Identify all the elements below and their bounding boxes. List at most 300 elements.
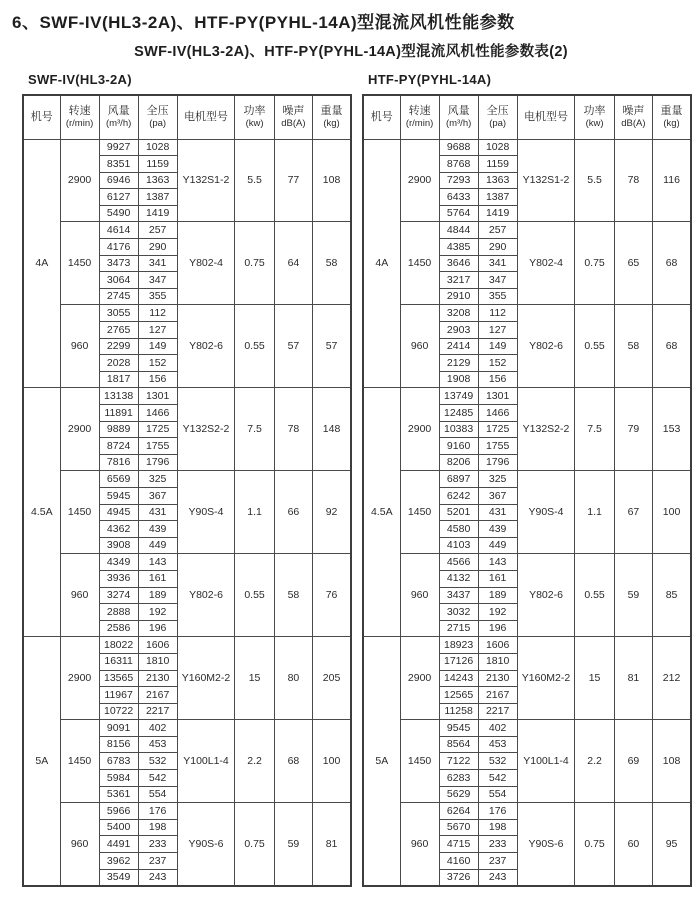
power-cell: 0.75 — [575, 803, 614, 886]
tables-row — [10, 63, 692, 887]
motor-model-cell: Y802-6 — [177, 554, 235, 637]
header-row — [363, 95, 691, 139]
pressure-cell: 402 — [138, 720, 177, 737]
motor-model-cell: Y90S-6 — [177, 803, 235, 886]
speed-cell: 960 — [400, 554, 439, 637]
col-header-motor: 电机型号 — [517, 95, 575, 139]
airflow-cell: 2414 — [439, 338, 478, 355]
speed-cell: 2900 — [400, 139, 439, 222]
pressure-cell: 237 — [138, 853, 177, 870]
pressure-cell: 2167 — [138, 687, 177, 704]
pressure-cell: 233 — [138, 836, 177, 853]
pressure-cell: 554 — [478, 786, 517, 803]
airflow-cell: 8156 — [99, 736, 138, 753]
col-header-weight: 重量 (kg) — [653, 95, 691, 139]
pressure-cell: 1028 — [138, 139, 177, 156]
pressure-cell: 112 — [478, 305, 517, 322]
col-header-airflow: 风量 (m³/h) — [99, 95, 138, 139]
weight-cell: 100 — [653, 471, 691, 554]
table-row — [23, 222, 351, 239]
speed-cell: 960 — [60, 305, 99, 388]
speed-cell: 2900 — [60, 139, 99, 222]
weight-cell: 58 — [313, 222, 351, 305]
pressure-cell: 1419 — [138, 205, 177, 222]
airflow-cell: 5670 — [439, 819, 478, 836]
airflow-cell: 5966 — [99, 803, 138, 820]
power-cell: 0.55 — [575, 305, 614, 388]
machine-no-cell: 5A — [23, 637, 60, 886]
airflow-cell: 2765 — [99, 322, 138, 339]
noise-cell: 58 — [614, 305, 652, 388]
airflow-cell: 18022 — [99, 637, 138, 654]
speed-cell: 1450 — [400, 471, 439, 554]
airflow-cell: 5400 — [99, 819, 138, 836]
machine-no-cell: 4.5A — [363, 388, 400, 637]
airflow-cell: 6569 — [99, 471, 138, 488]
airflow-cell: 1908 — [439, 371, 478, 388]
airflow-cell: 9545 — [439, 720, 478, 737]
noise-cell: 59 — [614, 554, 652, 637]
pressure-cell: 233 — [478, 836, 517, 853]
pressure-cell: 243 — [478, 869, 517, 886]
power-cell: 0.75 — [235, 803, 274, 886]
pressure-cell: 243 — [138, 869, 177, 886]
noise-cell: 59 — [274, 803, 312, 886]
pressure-cell: 127 — [138, 322, 177, 339]
airflow-cell: 3962 — [99, 853, 138, 870]
power-cell: 15 — [235, 637, 274, 720]
airflow-cell: 4132 — [439, 570, 478, 587]
airflow-cell: 7816 — [99, 454, 138, 471]
power-cell: 5.5 — [575, 139, 614, 222]
pressure-cell: 198 — [478, 819, 517, 836]
airflow-cell: 2586 — [99, 620, 138, 637]
pressure-cell: 1363 — [138, 172, 177, 189]
table-row — [23, 471, 351, 488]
pressure-cell: 257 — [138, 222, 177, 239]
machine-no-cell: 5A — [363, 637, 400, 886]
speed-cell: 1450 — [400, 720, 439, 803]
weight-cell: 108 — [313, 139, 351, 222]
machine-no-cell: 4A — [363, 139, 400, 388]
airflow-cell: 3549 — [99, 869, 138, 886]
pressure-cell: 355 — [138, 288, 177, 305]
airflow-cell: 3274 — [99, 587, 138, 604]
pressure-cell: 367 — [478, 487, 517, 504]
table-row — [23, 305, 351, 322]
airflow-cell: 6242 — [439, 487, 478, 504]
pressure-cell: 1725 — [138, 421, 177, 438]
airflow-cell: 4362 — [99, 521, 138, 538]
power-cell: 0.55 — [575, 554, 614, 637]
pressure-cell: 1755 — [138, 438, 177, 455]
airflow-cell: 9688 — [439, 139, 478, 156]
pressure-cell: 176 — [478, 803, 517, 820]
table-row — [363, 803, 691, 820]
machine-no-cell: 4A — [23, 139, 60, 388]
pressure-cell: 367 — [138, 487, 177, 504]
noise-cell: 66 — [274, 471, 312, 554]
noise-cell: 58 — [274, 554, 312, 637]
noise-cell: 68 — [274, 720, 312, 803]
fan-performance-table-swf — [22, 94, 352, 887]
power-cell: 2.2 — [235, 720, 274, 803]
power-cell: 1.1 — [575, 471, 614, 554]
pressure-cell: 1755 — [478, 438, 517, 455]
power-cell: 15 — [575, 637, 614, 720]
col-header-noise: 噪声 dB(A) — [274, 95, 312, 139]
pressure-cell: 1796 — [138, 454, 177, 471]
airflow-cell: 14243 — [439, 670, 478, 687]
speed-cell: 2900 — [400, 637, 439, 720]
airflow-cell: 2910 — [439, 288, 478, 305]
table-row — [23, 139, 351, 156]
weight-cell: 212 — [653, 637, 691, 720]
speed-cell: 2900 — [60, 388, 99, 471]
weight-cell: 68 — [653, 222, 691, 305]
motor-model-cell: Y90S-4 — [177, 471, 235, 554]
airflow-cell: 9091 — [99, 720, 138, 737]
pressure-cell: 1159 — [478, 156, 517, 173]
airflow-cell: 9889 — [99, 421, 138, 438]
airflow-cell: 5764 — [439, 205, 478, 222]
pressure-cell: 1725 — [478, 421, 517, 438]
pressure-cell: 1466 — [478, 405, 517, 422]
power-cell: 0.55 — [235, 305, 274, 388]
airflow-cell: 18923 — [439, 637, 478, 654]
weight-cell: 100 — [313, 720, 351, 803]
speed-cell: 1450 — [400, 222, 439, 305]
speed-cell: 960 — [400, 803, 439, 886]
noise-cell: 65 — [614, 222, 652, 305]
pressure-cell: 1387 — [138, 189, 177, 206]
pressure-cell: 347 — [478, 272, 517, 289]
airflow-cell: 3908 — [99, 537, 138, 554]
airflow-cell: 11891 — [99, 405, 138, 422]
airflow-cell: 3936 — [99, 570, 138, 587]
airflow-cell: 2299 — [99, 338, 138, 355]
motor-model-cell: Y802-4 — [517, 222, 575, 305]
power-cell: 0.55 — [235, 554, 274, 637]
pressure-cell: 2217 — [478, 703, 517, 720]
weight-cell: 205 — [313, 637, 351, 720]
airflow-cell: 5629 — [439, 786, 478, 803]
table-row — [363, 554, 691, 571]
pressure-cell: 1466 — [138, 405, 177, 422]
power-cell: 0.75 — [575, 222, 614, 305]
airflow-cell: 12565 — [439, 687, 478, 704]
pressure-cell: 196 — [138, 620, 177, 637]
airflow-cell: 10722 — [99, 703, 138, 720]
airflow-cell: 4580 — [439, 521, 478, 538]
airflow-cell: 2028 — [99, 355, 138, 372]
airflow-cell: 11967 — [99, 687, 138, 704]
pressure-cell: 431 — [138, 504, 177, 521]
col-header-machine: 机号 — [23, 95, 60, 139]
col-header-power: 功率 (kw) — [235, 95, 274, 139]
pressure-cell: 453 — [478, 736, 517, 753]
airflow-cell: 1817 — [99, 371, 138, 388]
weight-cell: 85 — [653, 554, 691, 637]
weight-cell: 92 — [313, 471, 351, 554]
airflow-cell: 8564 — [439, 736, 478, 753]
power-cell: 7.5 — [575, 388, 614, 471]
weight-cell: 153 — [653, 388, 691, 471]
airflow-cell: 5945 — [99, 487, 138, 504]
col-header-motor: 电机型号 — [177, 95, 235, 139]
airflow-cell: 2903 — [439, 322, 478, 339]
airflow-cell: 6264 — [439, 803, 478, 820]
airflow-cell: 5361 — [99, 786, 138, 803]
pressure-cell: 127 — [478, 322, 517, 339]
pressure-cell: 449 — [138, 537, 177, 554]
table-row — [23, 803, 351, 820]
pressure-cell: 449 — [478, 537, 517, 554]
airflow-cell: 3032 — [439, 604, 478, 621]
airflow-cell: 11258 — [439, 703, 478, 720]
airflow-cell: 7293 — [439, 172, 478, 189]
airflow-cell: 4176 — [99, 239, 138, 256]
airflow-cell: 3437 — [439, 587, 478, 604]
pressure-cell: 152 — [478, 355, 517, 372]
pressure-cell: 192 — [138, 604, 177, 621]
col-header-airflow: 风量 (m³/h) — [439, 95, 478, 139]
airflow-cell: 3208 — [439, 305, 478, 322]
pressure-cell: 341 — [138, 255, 177, 272]
airflow-cell: 2745 — [99, 288, 138, 305]
motor-model-cell: Y100L1-4 — [177, 720, 235, 803]
noise-cell: 67 — [614, 471, 652, 554]
table-row — [23, 388, 351, 405]
pressure-cell: 196 — [478, 620, 517, 637]
table-row — [363, 471, 691, 488]
airflow-cell: 7122 — [439, 753, 478, 770]
header-row — [23, 95, 351, 139]
airflow-cell: 3726 — [439, 869, 478, 886]
speed-cell: 1450 — [60, 471, 99, 554]
airflow-cell: 8351 — [99, 156, 138, 173]
pressure-cell: 192 — [478, 604, 517, 621]
weight-cell: 108 — [653, 720, 691, 803]
pressure-cell: 149 — [478, 338, 517, 355]
noise-cell: 77 — [274, 139, 312, 222]
table-row — [363, 637, 691, 654]
pressure-cell: 152 — [138, 355, 177, 372]
speed-cell: 1450 — [60, 720, 99, 803]
weight-cell: 57 — [313, 305, 351, 388]
weight-cell: 116 — [653, 139, 691, 222]
pressure-cell: 542 — [478, 770, 517, 787]
motor-model-cell: Y90S-4 — [517, 471, 575, 554]
noise-cell: 57 — [274, 305, 312, 388]
col-header-machine: 机号 — [363, 95, 400, 139]
airflow-cell: 10383 — [439, 421, 478, 438]
airflow-cell: 3646 — [439, 255, 478, 272]
pressure-cell: 1796 — [478, 454, 517, 471]
airflow-cell: 6127 — [99, 189, 138, 206]
pressure-cell: 431 — [478, 504, 517, 521]
airflow-cell: 2129 — [439, 355, 478, 372]
motor-model-cell: Y802-4 — [177, 222, 235, 305]
motor-model-cell: Y132S2-2 — [177, 388, 235, 471]
airflow-cell: 4491 — [99, 836, 138, 853]
airflow-cell: 4385 — [439, 239, 478, 256]
pressure-cell: 143 — [138, 554, 177, 571]
pressure-cell: 1363 — [478, 172, 517, 189]
power-cell: 2.2 — [575, 720, 614, 803]
airflow-cell: 6283 — [439, 770, 478, 787]
pressure-cell: 189 — [138, 587, 177, 604]
table-block-swf — [22, 63, 352, 887]
airflow-cell: 4945 — [99, 504, 138, 521]
table-row — [363, 139, 691, 156]
table-row — [363, 305, 691, 322]
airflow-cell: 8206 — [439, 454, 478, 471]
power-cell: 1.1 — [235, 471, 274, 554]
speed-cell: 960 — [60, 554, 99, 637]
table-row — [23, 637, 351, 654]
col-header-speed: 转速 (r/min) — [60, 95, 99, 139]
motor-model-cell: Y802-6 — [517, 554, 575, 637]
pressure-cell: 1159 — [138, 156, 177, 173]
noise-cell: 81 — [614, 637, 652, 720]
pressure-cell: 237 — [478, 853, 517, 870]
airflow-cell: 4103 — [439, 537, 478, 554]
power-cell: 0.75 — [235, 222, 274, 305]
pressure-cell: 402 — [478, 720, 517, 737]
pressure-cell: 1301 — [478, 388, 517, 405]
pressure-cell: 290 — [478, 239, 517, 256]
airflow-cell: 8724 — [99, 438, 138, 455]
pressure-cell: 112 — [138, 305, 177, 322]
page-title: 6、SWF-IV(HL3-2A)、HTF-PY(PYHL-14A)型混流风机性能参数 — [12, 13, 515, 32]
airflow-cell: 5201 — [439, 504, 478, 521]
col-header-speed: 转速 (r/min) — [400, 95, 439, 139]
motor-model-cell: Y160M2-2 — [177, 637, 235, 720]
noise-cell: 78 — [274, 388, 312, 471]
airflow-cell: 5490 — [99, 205, 138, 222]
airflow-cell: 12485 — [439, 405, 478, 422]
col-header-power: 功率 (kw) — [575, 95, 614, 139]
power-cell: 5.5 — [235, 139, 274, 222]
pressure-cell: 2217 — [138, 703, 177, 720]
airflow-cell: 6783 — [99, 753, 138, 770]
pressure-cell: 453 — [138, 736, 177, 753]
motor-model-cell: Y100L1-4 — [517, 720, 575, 803]
pressure-cell: 532 — [138, 753, 177, 770]
noise-cell: 80 — [274, 637, 312, 720]
speed-cell: 960 — [400, 305, 439, 388]
col-header-pressure: 全压 (pa) — [478, 95, 517, 139]
pressure-cell: 1301 — [138, 388, 177, 405]
pressure-cell: 1028 — [478, 139, 517, 156]
pressure-cell: 1387 — [478, 189, 517, 206]
weight-cell: 148 — [313, 388, 351, 471]
noise-cell: 60 — [614, 803, 652, 886]
pressure-cell: 161 — [138, 570, 177, 587]
pressure-cell: 1606 — [138, 637, 177, 654]
pressure-cell: 554 — [138, 786, 177, 803]
airflow-cell: 6897 — [439, 471, 478, 488]
airflow-cell: 9927 — [99, 139, 138, 156]
airflow-cell: 4566 — [439, 554, 478, 571]
noise-cell: 64 — [274, 222, 312, 305]
col-header-noise: 噪声 dB(A) — [614, 95, 652, 139]
power-cell: 7.5 — [235, 388, 274, 471]
table-label-swf: SWF-IV(HL3-2A) — [28, 72, 132, 87]
motor-model-cell: Y132S2-2 — [517, 388, 575, 471]
pressure-cell: 439 — [478, 521, 517, 538]
table-row — [23, 720, 351, 737]
pressure-cell: 1810 — [478, 653, 517, 670]
airflow-cell: 13749 — [439, 388, 478, 405]
noise-cell: 79 — [614, 388, 652, 471]
airflow-cell: 4844 — [439, 222, 478, 239]
pressure-cell: 2130 — [138, 670, 177, 687]
speed-cell: 960 — [60, 803, 99, 886]
pressure-cell: 355 — [478, 288, 517, 305]
motor-model-cell: Y802-6 — [517, 305, 575, 388]
pressure-cell: 1606 — [478, 637, 517, 654]
pressure-cell: 156 — [138, 371, 177, 388]
airflow-cell: 5984 — [99, 770, 138, 787]
airflow-cell: 4160 — [439, 853, 478, 870]
motor-model-cell: Y802-6 — [177, 305, 235, 388]
page-subtitle: SWF-IV(HL3-2A)、HTF-PY(PYHL-14A)型混流风机性能参数表(2) — [134, 44, 568, 60]
motor-model-cell: Y132S1-2 — [177, 139, 235, 222]
weight-cell: 95 — [653, 803, 691, 886]
table-row — [23, 554, 351, 571]
pressure-cell: 176 — [138, 803, 177, 820]
noise-cell: 78 — [614, 139, 652, 222]
airflow-cell: 6433 — [439, 189, 478, 206]
pressure-cell: 149 — [138, 338, 177, 355]
pressure-cell: 439 — [138, 521, 177, 538]
airflow-cell: 3064 — [99, 272, 138, 289]
table-row — [363, 388, 691, 405]
pressure-cell: 341 — [478, 255, 517, 272]
airflow-cell: 2715 — [439, 620, 478, 637]
pressure-cell: 325 — [478, 471, 517, 488]
pressure-cell: 2130 — [478, 670, 517, 687]
airflow-cell: 3473 — [99, 255, 138, 272]
airflow-cell: 9160 — [439, 438, 478, 455]
pressure-cell: 2167 — [478, 687, 517, 704]
airflow-cell: 13565 — [99, 670, 138, 687]
motor-model-cell: Y160M2-2 — [517, 637, 575, 720]
motor-model-cell: Y90S-6 — [517, 803, 575, 886]
speed-cell: 2900 — [60, 637, 99, 720]
pressure-cell: 532 — [478, 753, 517, 770]
pressure-cell: 189 — [478, 587, 517, 604]
airflow-cell: 2888 — [99, 604, 138, 621]
airflow-cell: 17126 — [439, 653, 478, 670]
pressure-cell: 161 — [478, 570, 517, 587]
machine-no-cell: 4.5A — [23, 388, 60, 637]
speed-cell: 1450 — [60, 222, 99, 305]
noise-cell: 69 — [614, 720, 652, 803]
airflow-cell: 13138 — [99, 388, 138, 405]
col-header-weight: 重量 (kg) — [313, 95, 351, 139]
table-label-htf: HTF-PY(PYHL-14A) — [368, 72, 492, 87]
pressure-cell: 290 — [138, 239, 177, 256]
pressure-cell: 143 — [478, 554, 517, 571]
speed-cell: 2900 — [400, 388, 439, 471]
airflow-cell: 16311 — [99, 653, 138, 670]
weight-cell: 76 — [313, 554, 351, 637]
airflow-cell: 3217 — [439, 272, 478, 289]
fan-performance-table-htf — [362, 94, 692, 887]
